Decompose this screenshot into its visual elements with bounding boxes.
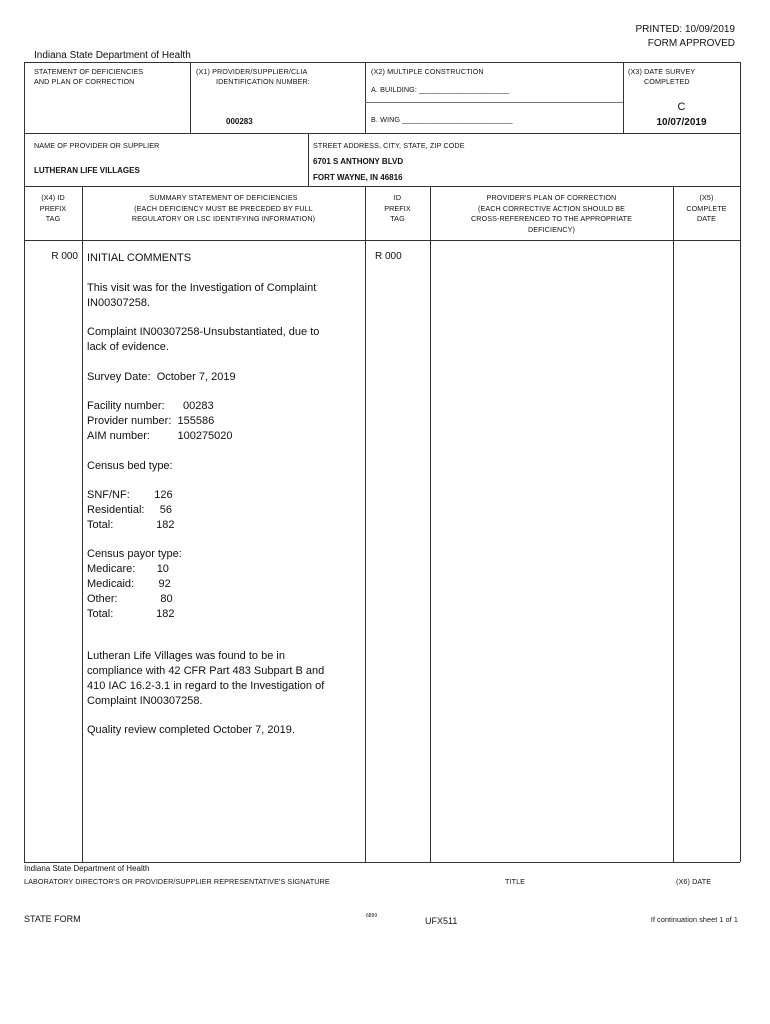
x5-header-line: (X5) <box>699 193 714 202</box>
form-approved: FORM APPROVED <box>647 38 735 49</box>
id-header-line: ID <box>393 193 402 202</box>
continuation-label: If continuation sheet 1 of 1 <box>650 915 738 924</box>
frame-bottom <box>24 862 740 863</box>
divider <box>308 133 309 186</box>
x2-label: (X2) MULTIPLE CONSTRUCTION <box>371 67 484 76</box>
paragraph: Quality review completed October 7, 2019. <box>87 724 295 736</box>
x4-header <box>24 193 82 225</box>
plan-header-line: (EACH CORRECTIVE ACTION SHOULD BE <box>477 203 626 213</box>
footer-department: Indiana State Department of Health <box>24 864 150 873</box>
summary-header-line: (EACH DEFICIENCY MUST BE PRECEDED BY FULL <box>134 203 313 213</box>
frame-top <box>24 62 740 63</box>
summary-header <box>82 193 365 225</box>
paragraph: Census payor type: Medicare: 10 Medicaid: 92 Other: 80 Total: 182 <box>87 548 182 620</box>
right-prefix-tag: R 000 <box>375 251 402 262</box>
prefix-tag: R 000 <box>51 251 78 262</box>
frame-right <box>740 62 741 862</box>
statement-label-line: STATEMENT OF DEFICIENCIES <box>34 67 144 76</box>
paragraph: Census bed type: <box>87 460 173 472</box>
entry-title: INITIAL COMMENTS <box>87 252 192 264</box>
statement-label-line: AND PLAN OF CORRECTION <box>34 77 135 86</box>
plan-header-line: CROSS-REFERENCED TO THE APPROPRIATE <box>470 214 633 223</box>
provider-id-value: 000283 <box>226 117 253 126</box>
divider <box>365 102 623 103</box>
paragraph: SNF/NF: 126 Residential: 56 Total: 182 <box>87 489 175 531</box>
provider-name-label: NAME OF PROVIDER OR SUPPLIER <box>34 141 160 150</box>
form-code: UFX511 <box>425 916 458 926</box>
divider <box>430 186 431 862</box>
department-title: Indiana State Department of Health <box>34 50 191 61</box>
divider <box>24 186 740 187</box>
street-address: 6701 S ANTHONY BLVD <box>313 157 404 166</box>
x5-header <box>673 193 740 225</box>
statement-label <box>34 67 143 87</box>
printed-date: PRINTED: 10/09/2019 <box>635 24 735 35</box>
wing-label: B. WING ___________________________ <box>371 115 513 124</box>
divider <box>673 186 674 862</box>
x4-header-line: TAG <box>45 214 61 223</box>
divider <box>82 186 83 862</box>
plan-header-line: PROVIDER'S PLAN OF CORRECTION <box>486 193 617 202</box>
x3-label <box>628 67 695 87</box>
paragraph: Facility number: 00283 Provider number: 155586 AIM number: 100275020 <box>87 400 233 442</box>
x3-label-line: (X3) DATE SURVEY <box>628 67 696 76</box>
x1-label <box>196 67 310 87</box>
summary-header-line: REGULATORY OR LSC IDENTIFYING INFORMATION) <box>131 214 316 223</box>
x5-header-line: COMPLETE <box>686 203 727 213</box>
x4-header-line: (X4) ID <box>41 193 65 202</box>
frame-left <box>24 62 25 862</box>
id-header <box>365 193 430 225</box>
x1-label-line: IDENTIFICATION NUMBER: <box>216 77 310 86</box>
x3-label-line: COMPLETED <box>644 77 690 86</box>
survey-date: 10/07/2019 <box>656 117 707 128</box>
form-number: 6899 <box>366 913 378 919</box>
plan-header <box>430 193 673 235</box>
provider-name: LUTHERAN LIFE VILLAGES <box>34 166 140 175</box>
x1-label-line: (X1) PROVIDER/SUPPLIER/CLIA <box>196 67 308 76</box>
divider <box>24 133 740 134</box>
building-label: A. BUILDING: ______________________ <box>371 85 510 94</box>
paragraph: Complaint IN00307258-Unsubstantiated, due to lack of evidence. <box>87 326 320 353</box>
survey-code: C <box>677 101 686 113</box>
title-label: TITLE <box>505 877 526 886</box>
summary-header-line: SUMMARY STATEMENT OF DEFICIENCIES <box>149 193 298 202</box>
city-state-zip: FORT WAYNE, IN 46816 <box>313 173 403 182</box>
divider <box>24 240 740 241</box>
id-header-line: PREFIX <box>384 203 411 213</box>
divider <box>190 62 191 133</box>
paragraph: This visit was for the Investigation of Complaint IN00307258. <box>87 282 317 309</box>
signature-label: LABORATORY DIRECTOR'S OR PROVIDER/SUPPLIER REPRESENTATIVE'S SIGNATURE <box>24 877 330 886</box>
x4-header-line: PREFIX <box>39 203 67 213</box>
address-label: STREET ADDRESS, CITY, STATE, ZIP CODE <box>313 141 465 150</box>
id-header-line: TAG <box>390 214 405 223</box>
state-form-label: STATE FORM <box>24 914 81 924</box>
divider <box>365 62 366 133</box>
plan-header-line: DEFICIENCY) <box>527 224 576 234</box>
date-label: (X6) DATE <box>676 877 712 886</box>
paragraph: Lutheran Life Villages was found to be in compliance with 42 CFR Part 483 Subpart B and 410 IAC 16.2-3.1 in regard to the Investigation of Complaint IN00307258. <box>87 650 325 707</box>
divider <box>365 186 366 862</box>
paragraph: Survey Date: October 7, 2019 <box>87 371 236 383</box>
x5-header-line: DATE <box>696 214 717 223</box>
